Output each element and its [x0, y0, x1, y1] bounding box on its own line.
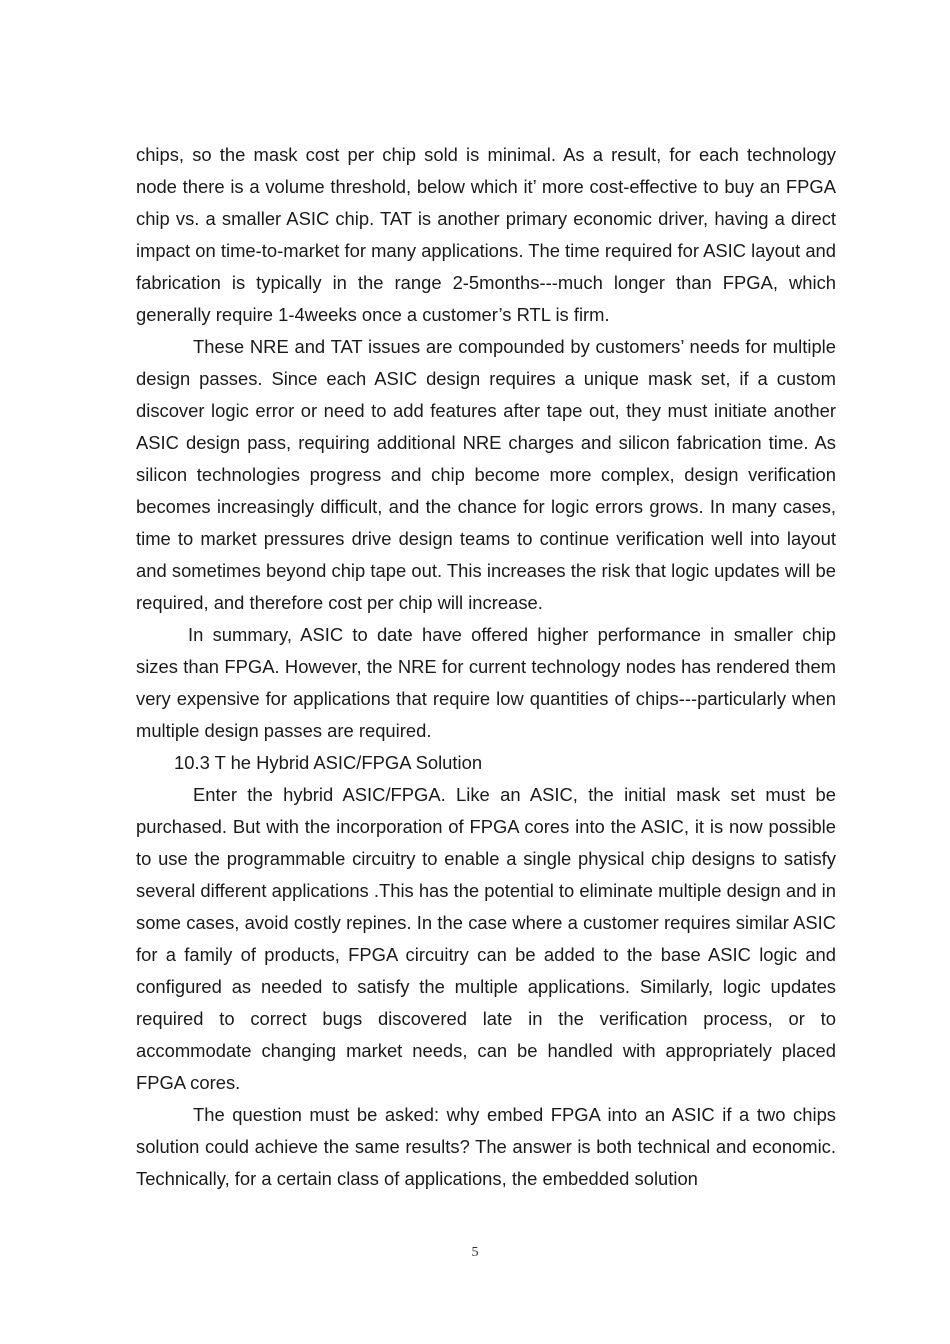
paragraph-summary: In summary, ASIC to date have offered higher performance in smaller chip sizes than FPGA. However, the NRE for current technology nodes has rendered them very expensive for applications that require low quantities of chips---particularly when multiple design passes are required.: [136, 624, 836, 741]
paragraph-nre-tat: These NRE and TAT issues are compounded by customers’ needs for multiple design passes. Since each ASIC design requires a unique mask set, if a custom discover logic error or need to add features after tape out, they must initiate another ASIC design pass, requiring additional NRE charges and silicon fabrication time. As silicon technologies progress and chip become more complex, design verification becomes increasingly difficult, and the chance for logic errors grows. In many cases, time to market pressures drive design teams to continue verification well into layout and sometimes beyond chip tape out. This increases the risk that logic updates will be required, and therefore cost per chip will increase.: [136, 336, 836, 613]
page-number: 5: [471, 1245, 479, 1260]
paragraph-hybrid: Enter the hybrid ASIC/FPGA. Like an ASIC, the initial mask set must be purchased. But with the incorporation of FPGA cores into the ASIC, it is now possible to use the programmable circuitry to enable a single physical chip designs to satisfy several different applications .This has the potential to eliminate multiple design and in some cases, avoid costly repines. In the case where a customer requires similar ASIC for a family of products, FPGA circuitry can be added to the base ASIC logic and configured as needed to satisfy the multiple applications. Similarly, logic updates required to correct bugs discovered late in the verification process, or to accommodate changing market needs, can be handled with appropriately placed FPGA cores.: [136, 784, 836, 1093]
paragraph-question: The question must be asked: why embed FPGA into an ASIC if a two chips solution could achieve the same results? The answer is both technical and economic. Technically, for a certain class of applications, the embedded solution: [136, 1104, 836, 1189]
section-heading: 10.3 T he Hybrid ASIC/FPGA Solution: [174, 752, 483, 773]
paragraph-continuation: chips, so the mask cost per chip sold is minimal. As a result, for each technology node there is a volume threshold, below which it’ more cost-effective to buy an FPGA chip vs. a smaller ASIC chip. TAT is another primary economic driver, having a direct impact on time-to-market for many applications. The time required for ASIC layout and fabrication is typically in the range 2-5months---much longer than FPGA, which generally require 1-4weeks once a customer’s RTL is firm.: [136, 144, 836, 325]
page-body: [136, 139, 836, 1195]
